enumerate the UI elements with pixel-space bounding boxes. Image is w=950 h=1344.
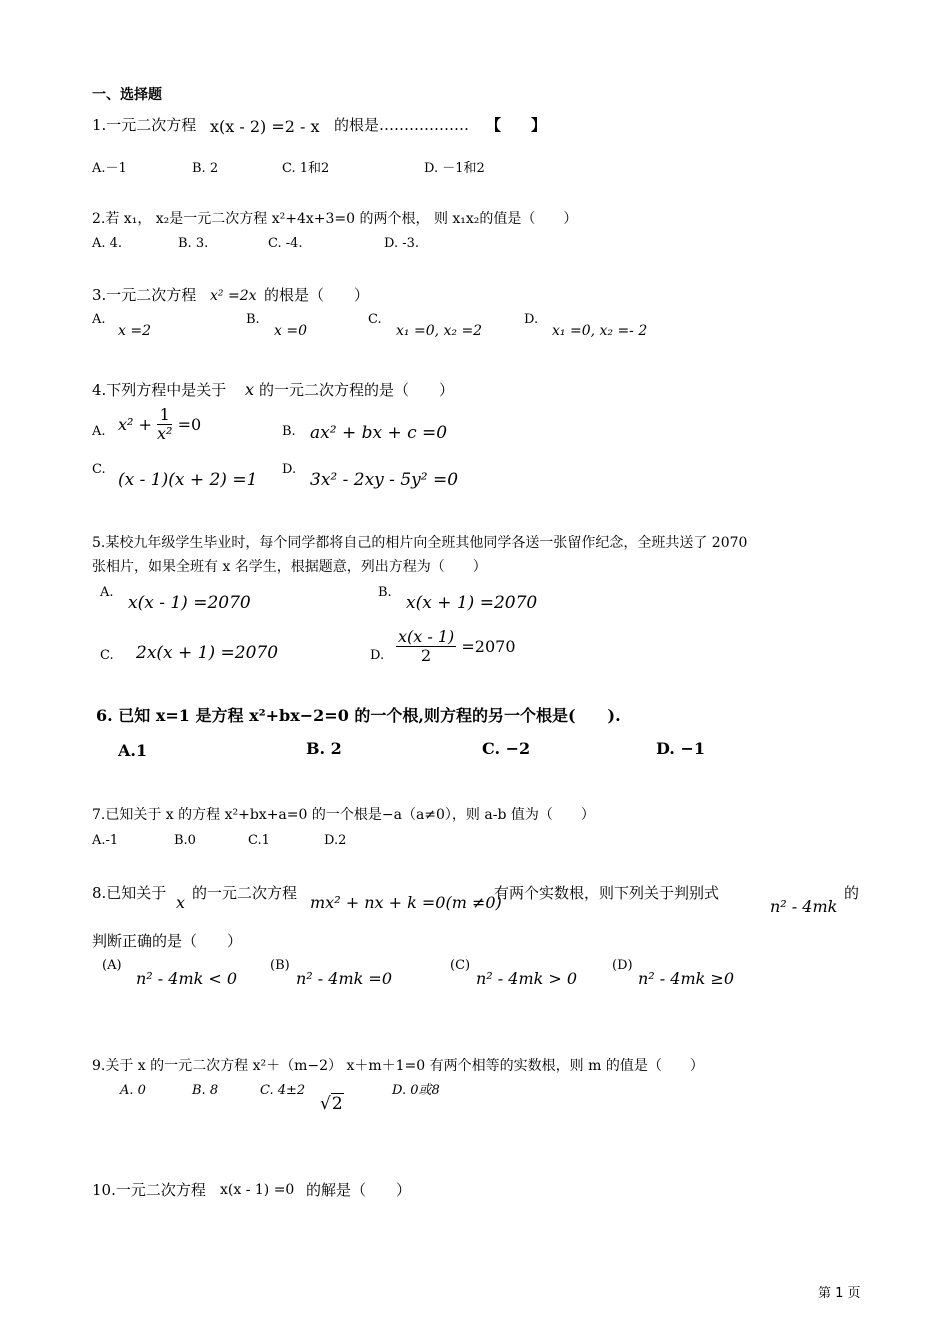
q4-variable: x (245, 380, 255, 399)
q4-label-c: C. (92, 462, 106, 477)
q5-option-d-denominator: 2 (421, 646, 432, 665)
q8-line-2: 判断正确的是（ ） (92, 932, 243, 950)
q1-bracket: 【 】 (486, 116, 547, 134)
q10-equation: x(x - 1) =0 (220, 1182, 295, 1198)
q3-prefix: 3.一元二次方程 (92, 286, 197, 304)
q2-option-d: D. -3. (384, 236, 420, 251)
section-title: 一、选择题 (92, 87, 162, 103)
q8-mid: 的一元二次方程 (192, 884, 298, 902)
q6-option-d: D. −1 (656, 739, 705, 758)
q3-suffix: 的根是（ ） (264, 286, 370, 304)
q2-option-c: C. -4. (268, 236, 303, 251)
q9-text: 9.关于 x 的一元二次方程 x²＋（m−2） x＋m＋1=0 有两个相等的实数根，则 m 的值是（ ） (92, 1058, 704, 1074)
q3-label-b: B. (246, 312, 260, 327)
q9-option-c-radicand: 2 (331, 1094, 343, 1114)
page-number: 第 1 页 (818, 1286, 861, 1301)
q9-option-d: D. 0或8 (392, 1083, 440, 1098)
q5-line-1: 5.某校九年级学生毕业时，每个同学都将自己的相片向全班其他同学各送一张留作纪念，全班共送了 2070 (92, 535, 748, 551)
q1-option-d: D. －1和2 (424, 161, 485, 176)
q2-option-b: B. 3. (178, 236, 209, 251)
q2-text: 2.若 x₁， x₂是一元二次方程 x²+4x+3=0 的两个根， 则 x₁x₂的值是（ ） (92, 211, 578, 227)
q4-option-a-tail: =0 (177, 415, 202, 434)
q9-option-c-radical: √2 (320, 1094, 343, 1114)
q4-option-a-denominator: x² (157, 424, 173, 443)
q5-option-d-tail: =2070 (461, 637, 516, 656)
q8-option-d: n² - 4mk ≥0 (638, 969, 735, 988)
q6-option-a: A.1 (118, 741, 148, 760)
q4-text-post: 的一元二次方程的是（ ） (259, 381, 455, 399)
q5-label-c: C. (100, 648, 114, 663)
q6-text: 6. 已知 x=1 是方程 x²+bx−2=0 的一个根,则方程的另一个根是( ). (96, 706, 621, 725)
q7-option-c: C.1 (248, 833, 270, 848)
q1-option-c: C. 1和2 (282, 161, 330, 176)
q5-option-c: 2x(x + 1) =2070 (136, 643, 279, 663)
q8-option-c: n² - 4mk > 0 (476, 969, 578, 988)
q4-option-a-numerator: 1 (157, 406, 172, 425)
q1-prefix: 1.一元二次方程 (92, 116, 197, 134)
q8-suffix: 有两个实数根，则下列关于判别式 (494, 884, 720, 902)
q3-label-d: D. (524, 312, 539, 327)
q5-option-d (396, 628, 516, 665)
q4-option-a (118, 406, 201, 443)
q8-prefix: 8.已知关于 (92, 884, 167, 902)
q8-label-c: (C) (450, 958, 471, 973)
q9-option-a: A. 0 (120, 1083, 146, 1098)
q8-option-a: n² - 4mk < 0 (136, 969, 238, 988)
q4-option-a-fraction (157, 406, 172, 443)
q5-option-b: x(x + 1) =2070 (406, 593, 538, 613)
q4-option-d: 3x² - 2xy - 5y² =0 (310, 470, 459, 490)
q8-discriminant: n² - 4mk (770, 897, 838, 916)
q4-option-c: (x - 1)(x + 2) =1 (118, 470, 258, 490)
q8-label-a: (A) (102, 958, 122, 973)
q3-option-d: x₁ =0, x₂ =- 2 (552, 323, 648, 339)
q5-option-d-numerator: x(x - 1) (398, 627, 455, 646)
q5-label-d: D. (370, 648, 385, 663)
q6-option-c: C. −2 (482, 739, 531, 758)
q7-option-b: B.0 (174, 833, 196, 848)
q7-option-a: A.-1 (92, 833, 119, 848)
q10-suffix: 的解是（ ） (306, 1181, 412, 1199)
q4-text-pre: 4.下列方程中是关于 (92, 381, 227, 399)
q8-label-d: (D) (612, 958, 633, 973)
q1-suffix: 的根是……………… (334, 116, 470, 134)
q5-label-b: B. (378, 585, 392, 600)
q7-option-d: D.2 (324, 833, 347, 848)
q4-label-a: A. (92, 424, 106, 439)
q5-line-2: 张相片，如果全班有 x 名学生，根据题意，列出方程为（ ） (92, 559, 487, 575)
q3-option-a: x =2 (118, 323, 151, 339)
q4-option-b: ax² + bx + c =0 (310, 423, 448, 443)
q5-label-a: A. (100, 585, 114, 600)
q1-option-b: B. 2 (192, 161, 219, 176)
q3-equation: x² =2x (210, 288, 257, 304)
q8-equation: mx² + nx + k =0(m ≠0) (310, 893, 502, 912)
q8-variable: x (176, 893, 186, 912)
q5-option-d-fraction (396, 628, 456, 665)
q9-option-c: C. 4±2 (260, 1083, 306, 1098)
q2-option-a: A. 4. (92, 236, 123, 251)
q1-option-a: A.－1 (92, 161, 127, 176)
q7-text: 7.已知关于 x 的方程 x²+bx+a=0 的一个根是−a（a≠0），则 a-b 值为（ ） (92, 807, 595, 823)
q4-label-d: D. (282, 462, 297, 477)
q1-equation: x(x - 2) =2 - x (210, 117, 320, 136)
q5-option-a: x(x - 1) =2070 (128, 593, 251, 613)
q8-option-b: n² - 4mk =0 (296, 969, 393, 988)
q8-label-b: (B) (270, 958, 290, 973)
q3-option-c: x₁ =0, x₂ =2 (396, 323, 483, 339)
q3-option-b: x =0 (274, 323, 307, 339)
q4-option-a-lead: x² + (118, 415, 152, 434)
q3-label-a: A. (92, 312, 106, 327)
q9-option-b: B. 8 (192, 1083, 219, 1098)
q10-prefix: 10.一元二次方程 (92, 1181, 206, 1199)
q4-label-b: B. (282, 424, 296, 439)
q8-end: 的 (844, 884, 860, 902)
q6-option-b: B. 2 (306, 739, 342, 758)
q3-label-c: C. (368, 312, 382, 327)
